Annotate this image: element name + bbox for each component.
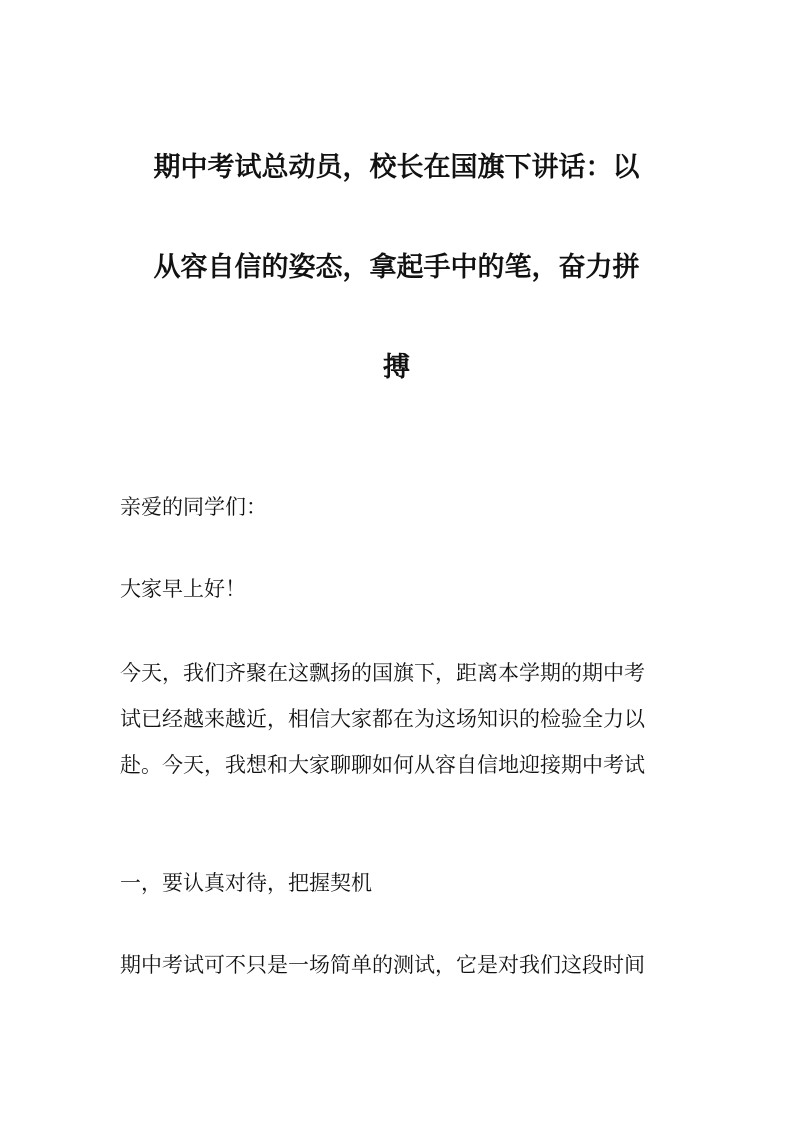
title-line: 期中考试总动员，校长在国旗下讲话：以	[153, 152, 640, 183]
title-line: 搏	[383, 352, 410, 383]
document-title	[120, 118, 673, 418]
paragraph-section-one	[120, 942, 680, 988]
paragraph-line: 今天，我们齐聚在这飘扬的国旗下，距离本学期的期中考	[120, 661, 645, 685]
section-heading: 一，要认真对待，把握契机	[120, 871, 372, 895]
paragraph-line: 赴。今天，我想和大家聊聊如何从容自信地迎接期中考试	[120, 753, 645, 777]
greeting-text: 亲爱的同学们：	[120, 495, 267, 519]
paragraph-line: 期中考试可不只是一场简单的测试，它是对我们这段时间	[120, 953, 645, 977]
paragraph-line: 试已经越来越近，相信大家都在为这场知识的检验全力以	[120, 707, 645, 731]
morning-greeting-text: 大家早上好！	[120, 577, 246, 601]
title-line: 从容自信的姿态，拿起手中的笔，奋力拼	[153, 252, 640, 283]
paragraph-intro	[120, 650, 680, 788]
